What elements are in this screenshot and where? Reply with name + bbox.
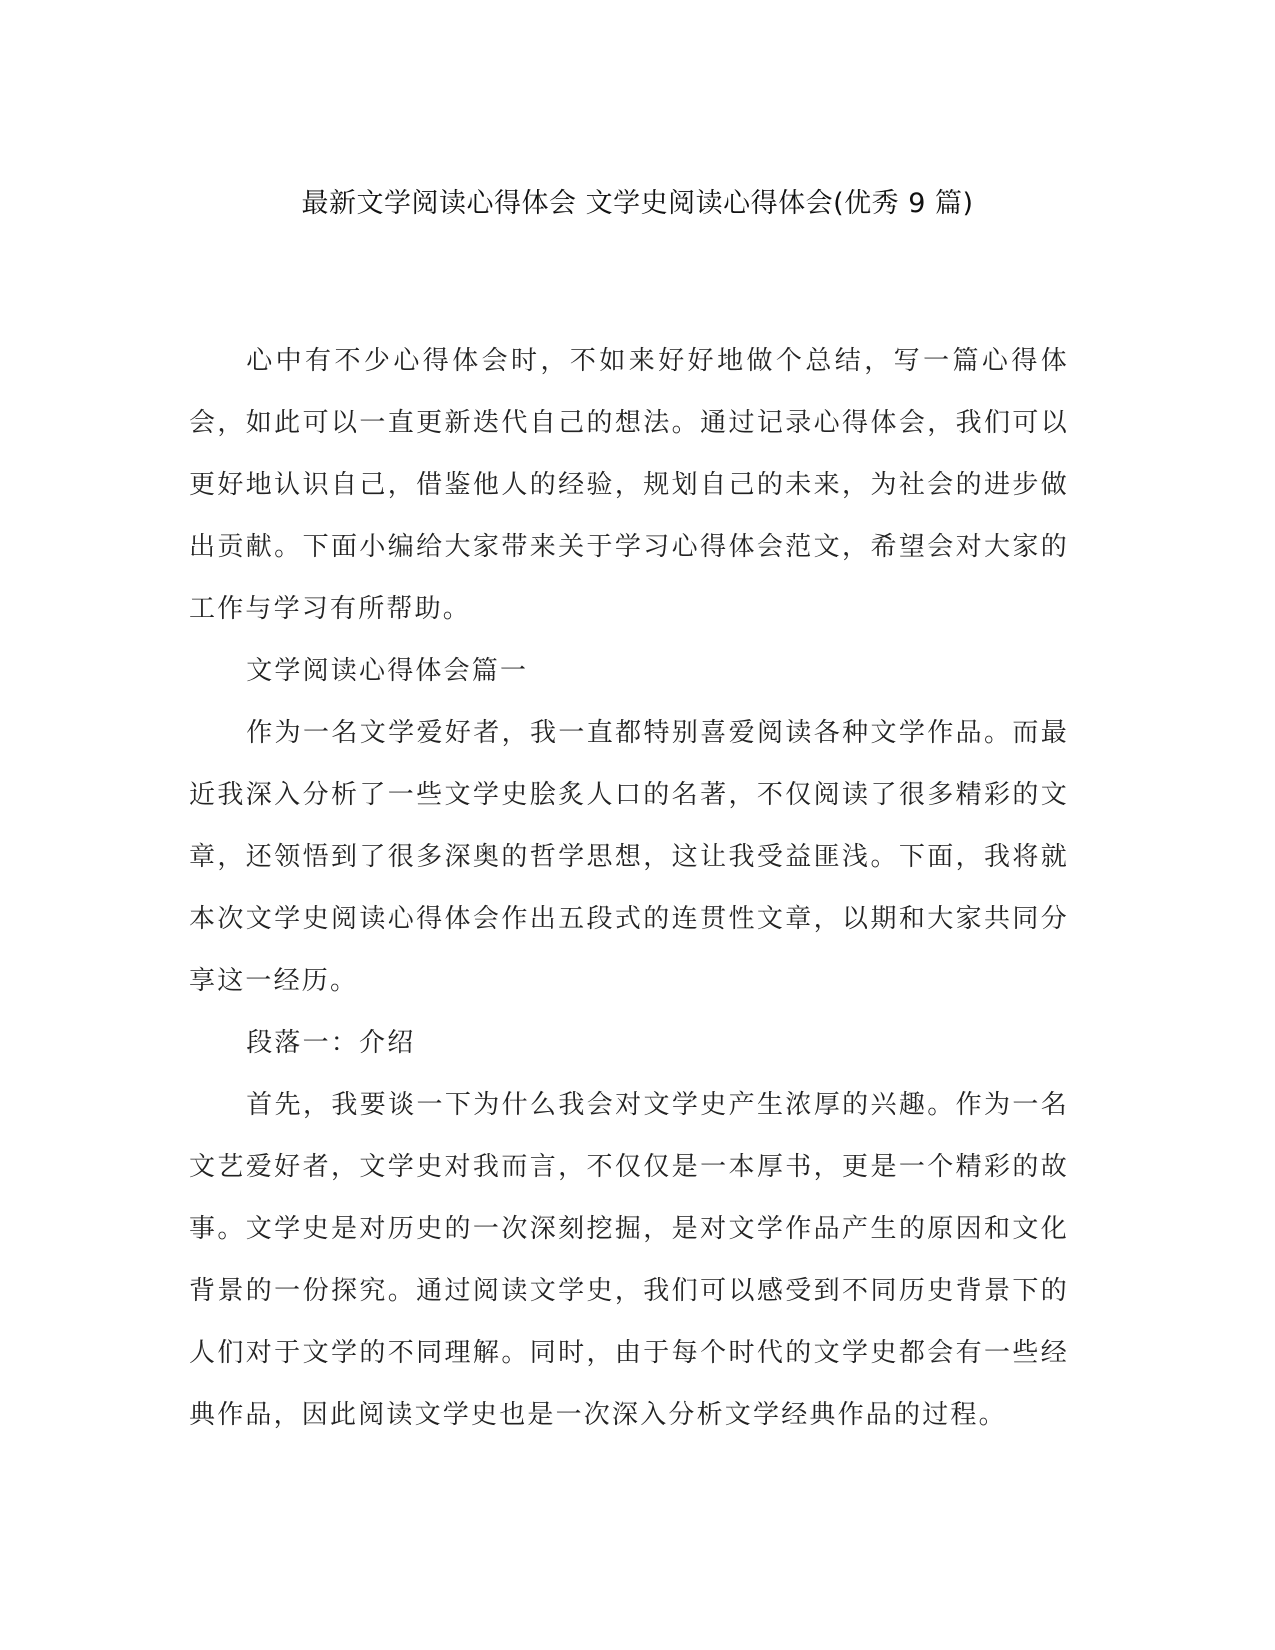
body-paragraph: 作为一名文学爱好者，我一直都特别喜爱阅读各种文学作品。而最近我深入分析了一些文学史脍炙人口的名著，不仅阅读了很多精彩的文章，还领悟到了很多深奥的哲学思想，这让我受益匪浅。下面，我将就本次文学史阅读心得体会作出五段式的连贯性文章，以期和大家共同分享这一经历。 <box>189 718 1069 996</box>
document-body <box>189 330 1069 1446</box>
section-heading-part-one: 文学阅读心得体会篇一 <box>246 656 529 686</box>
subsection-heading-intro: 段落一：介绍 <box>246 1028 416 1058</box>
intro-paragraph: 心中有不少心得体会时，不如来好好地做个总结，写一篇心得体会，如此可以一直更新迭代自己的想法。通过记录心得体会，我们可以更好地认识自己，借鉴他人的经验，规划自己的未来，为社会的进步做出贡献。下面小编给大家带来关于学习心得体会范文，希望会对大家的工作与学习有所帮助。 <box>189 346 1069 624</box>
body-paragraph: 首先，我要谈一下为什么我会对文学史产生浓厚的兴趣。作为一名文艺爱好者，文学史对我而言，不仅仅是一本厚书，更是一个精彩的故事。文学史是对历史的一次深刻挖掘，是对文学作品产生的原因和文化背景的一份探究。通过阅读文学史，我们可以感受到不同历史背景下的人们对于文学的不同理解。同时，由于每个时代的文学史都会有一些经典作品，因此阅读文学史也是一次深入分析文学经典作品的过程。 <box>189 1090 1069 1430</box>
document-title: 最新文学阅读心得体会 文学史阅读心得体会(优秀 9 篇) <box>301 188 974 219</box>
